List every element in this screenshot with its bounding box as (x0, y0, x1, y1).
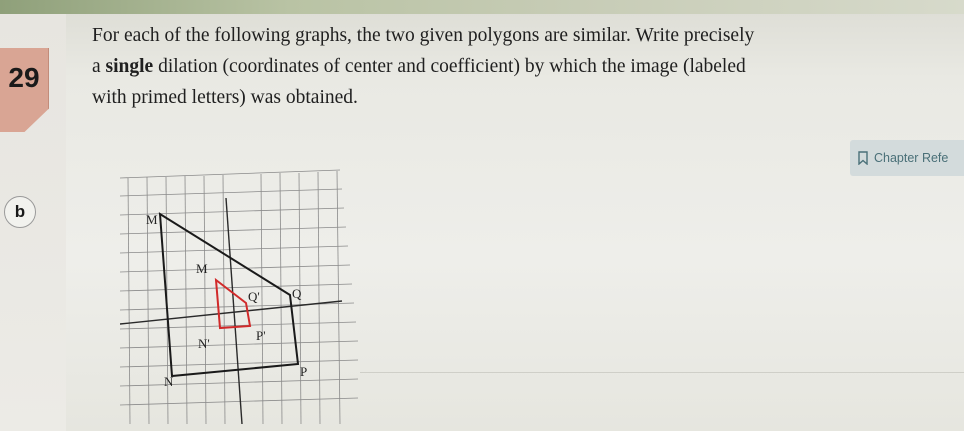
label-M: M (146, 212, 158, 227)
label-N: N (164, 374, 174, 389)
label-Q: Q (292, 286, 302, 301)
x-axis (120, 301, 342, 324)
label-N-prime: N' (198, 336, 210, 351)
problem-statement (92, 24, 792, 116)
problem-text-line-3: with primed letters) was obtained. (92, 86, 358, 108)
coordinate-graph (120, 168, 360, 424)
problem-text-line-1: For each of the following graphs, the two given polygons are similar. Write precisely (92, 25, 755, 46)
label-P-prime: P' (256, 328, 266, 343)
text-segment: a (92, 55, 106, 77)
label-P: P (300, 364, 308, 379)
divider-line (360, 372, 964, 373)
emphasis-single: single (105, 55, 154, 77)
chapter-reference-button[interactable] (850, 140, 964, 176)
part-label-b (4, 196, 36, 228)
chapter-reference-label: Chapter Refe (874, 151, 949, 165)
label-M-prime: M (196, 261, 208, 276)
problem-number: 29 (8, 62, 40, 93)
text-segment: dilation (coordinates of center and coefficient) by which the image (labeled (153, 55, 746, 77)
label-Q-prime: Q' (248, 289, 260, 304)
axes (120, 198, 342, 424)
problem-text-line-2 (92, 55, 792, 79)
part-label-text: b (14, 202, 26, 221)
bookmark-icon (858, 151, 868, 165)
photo-top-strip (0, 0, 964, 14)
